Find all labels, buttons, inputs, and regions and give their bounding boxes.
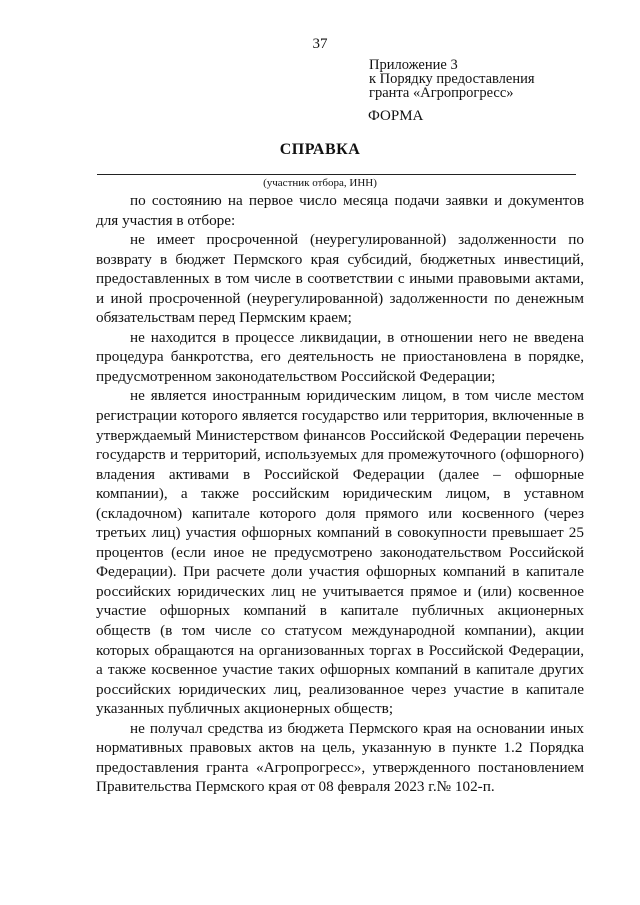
- page-number: 37: [312, 36, 328, 52]
- participant-caption: (участник отбора, ИНН): [263, 177, 377, 189]
- participant-fill-line: [97, 174, 576, 175]
- paragraph-not-foreign: не является иностранным юридическим лицом, в том числе местом регистрации которого является государство или территория, включенные в утверждаемый Министерством финансов Российской Федерации перечень государств и территорий, используемых для промежуточного (офшорного) владения активами в Российской Федерации (далее – офшорные компании), а также российским юридическим лицом, в уставном (складочном) капитале которого доля прямого или косвенного (через третьих лиц) участия офшорных компаний в совокупности превышает 25 процентов (если иное не предусмотрено законодательством Российской Федерации). При расчете доли участия офшорных компаний в капитале российских юридических лиц не учитывается прямое и (или) косвенное участие офшорных компаний в капитале публичных акционерных обществ (в том числе со статусом международной компании), акции которых обращаются на организованных торгах в Российской Федерации, а также косвенное участие таких офшорных компаний в капитале других российских юридических лиц, реализованное через участие в капитале указанных публичных акционерных обществ;: [96, 387, 584, 718]
- document-title: СПРАВКА: [279, 141, 361, 158]
- paragraph-no-other-funds: не получал средства из бюджета Пермского края на основании иных нормативных правовых актов на цель, указанную в пункте 1.2 Порядка предоставления гранта «Агропрогресс», утвержденного постановлением Правительства Пермского края от 08 февраля 2023 г.№ 102-п.: [96, 719, 584, 796]
- appendix-line-1: Приложение 3: [369, 57, 458, 73]
- form-label: ФОРМА: [368, 108, 424, 124]
- paragraph-no-debt: не имеет просроченной (неурегулированной) задолженности по возврату в бюджет Пермского края субсидий, бюджетных инвестиций, предоставленных в том числе в соответствии с иными правовыми актами, и иной просроченной (неурегулированной) задолженности по денежным обязательствам перед Пермским краем;: [96, 231, 584, 327]
- appendix-line-3: гранта «Агропрогресс»: [369, 85, 514, 101]
- appendix-header: [369, 58, 535, 100]
- document-body: [96, 191, 584, 797]
- paragraph-intro: по состоянию на первое число месяца подачи заявки и документов для участия в отборе:: [96, 192, 584, 229]
- paragraph-no-liquidation: не находится в процессе ликвидации, в отношении него не введена процедура банкротства, его деятельность не приостановлена в порядке, предусмотренном законодательством Российской Федерации;: [96, 328, 584, 385]
- appendix-line-2: к Порядку предоставления: [369, 71, 535, 87]
